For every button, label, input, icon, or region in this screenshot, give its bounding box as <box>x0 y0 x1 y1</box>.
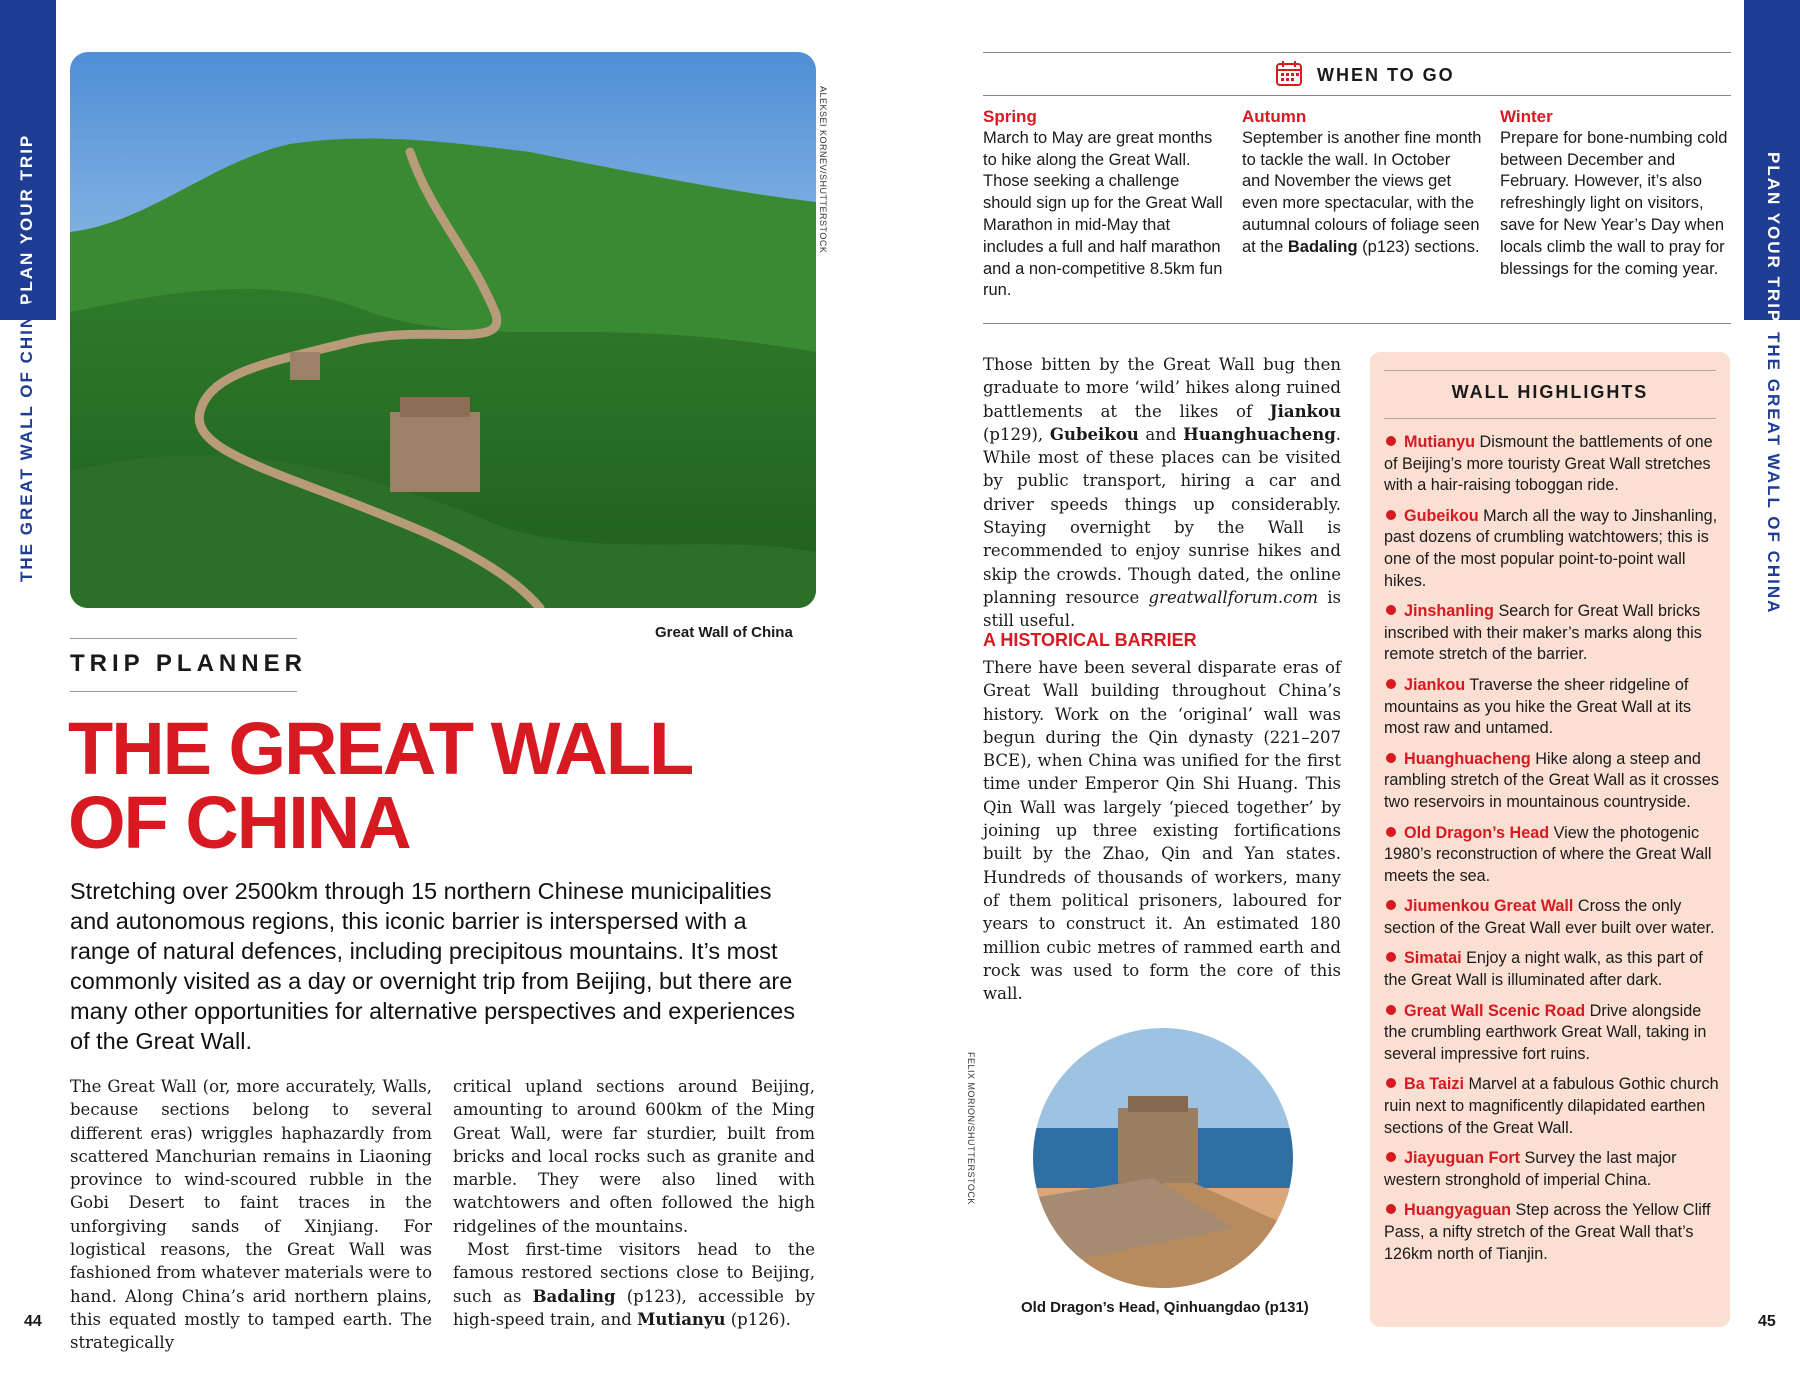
bullet-icon <box>1386 679 1396 689</box>
photo-credit: ALEKSEI KORNEV/SHUTTERSTOCK <box>818 86 828 254</box>
when-to-go-bottom-rule <box>983 323 1731 324</box>
highlight-item: Great Wall Scenic Road Drive alongside the crumbling earthwork Great Wall, taking in several impressive fort ruins. <box>1384 1001 1707 1063</box>
body-column-2-para-a: critical upland sections around Beijing, amounting to around 600km of the Ming Great Wall, were far sturdier, built from bricks and local rocks such as granite and marble. They were also lined with watchtowers and often followed the high ridgelines of the mountains. <box>453 1077 815 1236</box>
left-section-tab <box>0 0 56 320</box>
right-body-para-1: Those bitten by the Great Wall bug then graduate to more ‘wild’ hikes along ruined battlements at the likes of Jiankou (p129), Gubeikou and Huanghuacheng. While most of these places can be visited by public transport, hiring a car and driver speeds things up considerably. Staying overnight by the Wall is recommended to enjoy sunrise hikes and skip the crowds. Though dated, the online planning resource greatwallforum.com is still useful. <box>983 355 1341 631</box>
when-to-go-title: WHEN TO GO <box>1317 65 1455 85</box>
kicker-rule-bottom <box>70 691 297 692</box>
right-body-para-2: There have been several disparate eras of Great Wall building throughout China’s history. Work on the ‘original’ wall was begun during the Qin dynasty (221–207 BCE), when China was unified for the first time under Emperor Qin Shi Huang. This Qin Wall was largely ‘pieced together’ by joining up three existing fortifications built by the Zhao, Qin and Yan states. Hundreds of thousands of workers, many of them political prisoners, laboured for years to construct it. An estimated 180 million cubic metres of rammed earth and rock was used to form the core of this wall. <box>983 658 1341 1004</box>
highlight-item: Ba Taizi Marvel at a fabulous Gothic church ruin next to magnificently dilapidated earthen sections of the Great Wall. <box>1384 1075 1719 1137</box>
page-number-right: 45 <box>1758 1313 1776 1330</box>
body-column-2 <box>453 1075 815 1331</box>
photo2-credit: FELIX MORION/SHUTTERSTOCK <box>966 1052 976 1205</box>
bullet-icon <box>1386 605 1396 615</box>
highlights-rule-bottom <box>1384 418 1716 419</box>
highlight-item: Jinshanling Search for Great Wall bricks inscribed with their maker’s marks along this remote stretch of the barrier. <box>1384 602 1702 664</box>
title-line-1: THE GREAT WALL <box>68 707 693 790</box>
bullet-icon <box>1386 1204 1396 1214</box>
page-number-left: 44 <box>24 1313 42 1330</box>
bullet-icon <box>1386 1078 1396 1088</box>
season-autumn-text: September is another fine month to tackle the wall. In October and November the views get even more spectacular, with the autumnal colours of foliage seen at the Badaling (p123) sections. <box>1242 128 1482 256</box>
right-tab-label: PLAN YOUR TRIP <box>1764 152 1783 324</box>
highlight-item: Simatai Enjoy a night walk, as this part of the Great Wall is illuminated after dark. <box>1384 949 1703 990</box>
season-spring-text: March to May are great months to hike along the Great Wall. Those seeking a challenge should sign up for the Great Wall Marathon in mid-May that includes a full and half marathon and a non-competitive 8.5km fun run. <box>983 128 1223 300</box>
bullet-icon <box>1386 510 1396 520</box>
bullet-icon <box>1386 827 1396 837</box>
highlights-list <box>1384 432 1724 1274</box>
page-title <box>68 707 768 864</box>
title-line-2: OF CHINA <box>68 781 410 864</box>
section-subhead: A HISTORICAL BARRIER <box>983 630 1197 650</box>
highlight-item: Jiumenkou Great Wall Cross the only section of the Great Wall ever built over water. <box>1384 897 1715 937</box>
kicker: TRIP PLANNER <box>70 650 307 677</box>
bullet-icon <box>1386 900 1396 910</box>
lede-paragraph: Stretching over 2500km through 15 northern Chinese municipalities and autonomous regions, this iconic barrier is interspersed with a range of natural defences, including precipitous mountains. It’s most commonly visited as a day or overnight trip from Beijing, but there are many other opportunities for alternative perspectives and experiences of the Great Wall. <box>70 878 795 1054</box>
highlights-title: WALL HIGHLIGHTS <box>1451 382 1649 402</box>
highlight-item: Mutianyu Dismount the battlements of one of Beijing’s more touristy Great Wall stretches with a hair-raising toboggan ride. <box>1384 433 1713 495</box>
season-autumn-name: Autumn <box>1242 107 1307 126</box>
when-to-go-header <box>983 52 1731 96</box>
photo2-caption: Old Dragon’s Head, Qinhuangdao (p131) <box>1021 1299 1309 1316</box>
right-running-head: THE GREAT WALL OF CHINA <box>1764 332 1783 615</box>
season-spring-name: Spring <box>983 107 1037 126</box>
season-winter-name: Winter <box>1500 107 1553 126</box>
highlight-item: Old Dragon’s Head View the photogenic 1980’s reconstruction of where the Great Wall meets the sea. <box>1384 823 1712 885</box>
body-column-1: The Great Wall (or, more accurately, Walls, because sections belong to several different eras) wriggles haphazardly from scattered Manchurian remains in Liaoning province to wind-scoured rubble in the Gobi Desert to faint traces in the unforgiving sands of Xinjiang. For logistical reasons, the Great Wall was fashioned from whatever materials were to hand. Along China’s arid northern plains, this equated mostly to tamped earth. The strategically <box>70 1077 432 1353</box>
highlight-item: Huanghuacheng Hike along a steep and rambling stretch of the Great Wall as it crosses two reservoirs in mountainous countryside. <box>1384 749 1719 811</box>
wall-highlights-box <box>1370 352 1730 1327</box>
highlights-rule-top <box>1384 370 1716 371</box>
highlight-item: Gubeikou March all the way to Jinshanling, past dozens of crumbling watchtowers; this is one of the most popular point-to-point wall hikes. <box>1384 506 1718 590</box>
body-column-2-para-b: Most first-time visitors head to the famous restored sections close to Beijing, such as Badaling (p123), accessible by high-speed train, and Mutianyu (p126). <box>453 1240 815 1329</box>
season-winter <box>1500 106 1740 280</box>
highlight-item: Huangyaguan Step across the Yellow Cliff Pass, a nifty stretch of the Great Wall that’s 126km north of Tianjin. <box>1384 1201 1711 1263</box>
old-dragons-head-photo <box>1033 1028 1293 1288</box>
left-tab-label: PLAN YOUR TRIP <box>17 133 36 305</box>
bullet-icon <box>1386 753 1396 763</box>
highlight-item: Jiankou Traverse the sheer ridgeline of mountains as you hike the Great Wall at its most raw and untamed. <box>1384 675 1692 738</box>
left-running-head: THE GREAT WALL OF CHINA <box>17 299 36 582</box>
season-winter-text: Prepare for bone-numbing cold between December and February. However, it’s also refreshingly light on visitors, save for New Year’s Day when locals climb the wall to pray for blessings for the coming year. <box>1500 128 1728 278</box>
right-section-tab <box>1744 0 1800 324</box>
calendar-icon <box>1275 59 1303 87</box>
bullet-icon <box>1386 436 1396 446</box>
bullet-icon <box>1386 952 1396 962</box>
bullet-icon <box>1386 1152 1396 1162</box>
photo-caption: Great Wall of China <box>655 624 793 641</box>
great-wall-photo <box>70 52 816 608</box>
season-autumn <box>1242 106 1482 259</box>
highlight-item: Jiayuguan Fort Survey the last major western stronghold of imperial China. <box>1384 1149 1677 1189</box>
bullet-icon <box>1386 1005 1396 1015</box>
season-spring <box>983 106 1223 302</box>
kicker-rule-top <box>70 638 297 639</box>
